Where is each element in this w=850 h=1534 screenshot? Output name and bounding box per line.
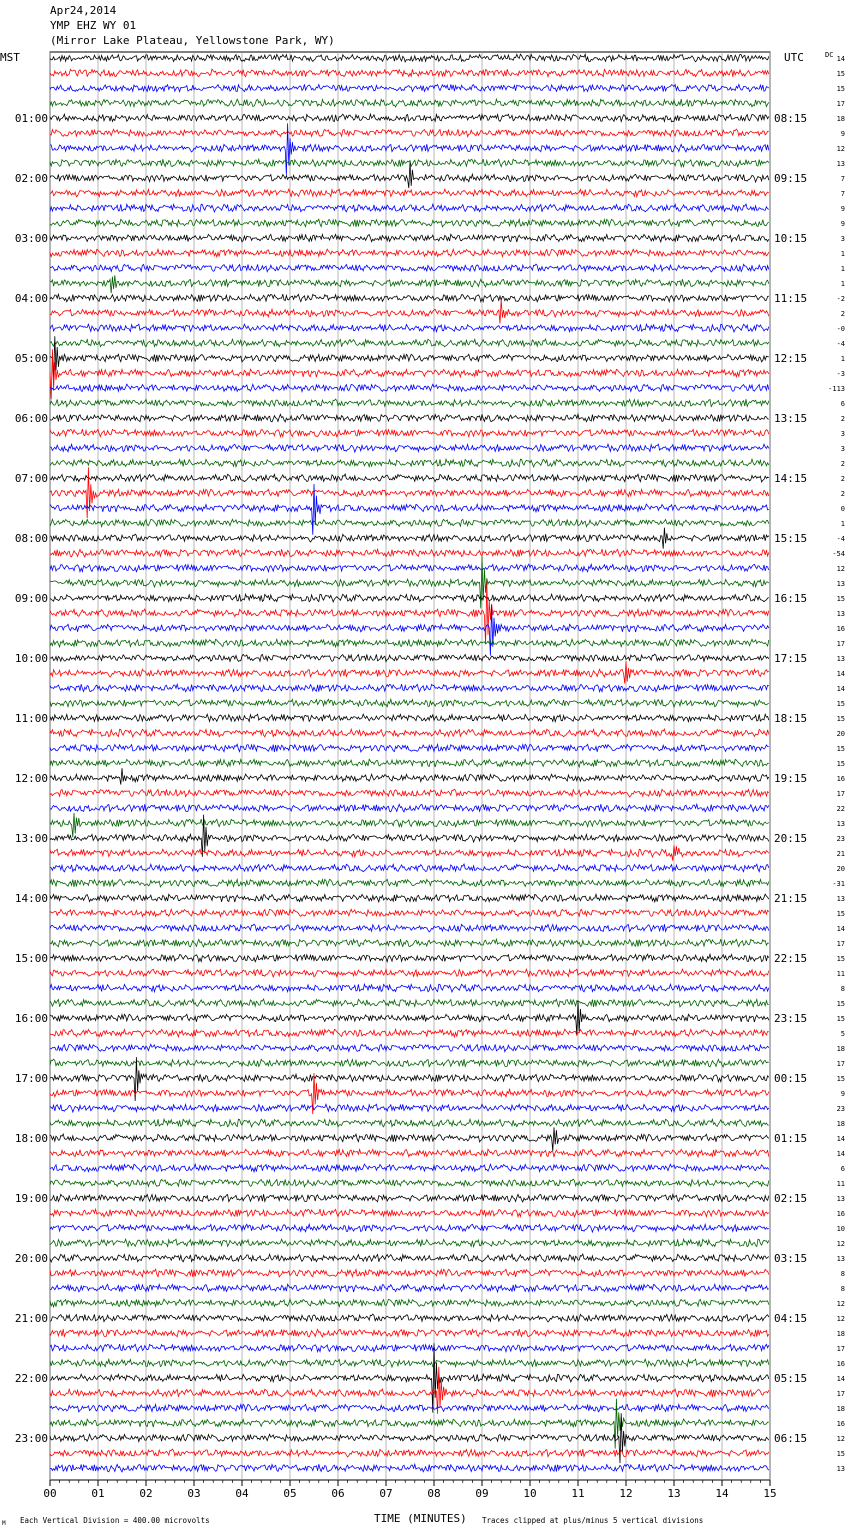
seismic-trace xyxy=(50,1209,769,1217)
dc-offset-label: 23 xyxy=(836,835,845,843)
dc-offset-label: 18 xyxy=(836,1405,845,1413)
mst-hour-label: 13:00 xyxy=(14,832,48,845)
utc-hour-label: 00:15 xyxy=(774,1072,808,1085)
dc-offset-label: 15 xyxy=(836,85,845,93)
dc-offset-label: 13 xyxy=(836,1255,845,1263)
seismic-trace xyxy=(50,729,769,737)
seismic-trace xyxy=(50,582,769,645)
seismic-trace xyxy=(50,1343,769,1412)
seismic-trace xyxy=(50,414,769,422)
seismic-trace xyxy=(50,1464,769,1472)
clip-note: Traces clipped at plus/minus 5 vertical divisions xyxy=(482,1516,704,1525)
mst-hour-label: 04:00 xyxy=(14,292,48,305)
seismic-trace xyxy=(50,1344,769,1352)
seismic-trace xyxy=(50,1404,769,1412)
utc-hour-label: 13:15 xyxy=(774,412,808,425)
dc-offset-label: 2 xyxy=(840,490,845,498)
seismic-trace xyxy=(50,299,769,323)
dc-offset-label: 3 xyxy=(840,430,845,438)
seismic-trace xyxy=(50,1179,769,1187)
dc-offset-label: -3 xyxy=(836,370,845,378)
seismic-trace xyxy=(50,219,769,227)
seismic-trace xyxy=(50,1119,769,1127)
seismic-trace xyxy=(50,894,769,902)
dc-offset-label: 15 xyxy=(836,1015,845,1023)
seismic-trace xyxy=(50,339,769,347)
dc-offset-label: 5 xyxy=(840,1030,845,1038)
x-tick-label: 12 xyxy=(619,1487,633,1500)
dc-offset-label: 15 xyxy=(836,955,845,963)
x-tick-label: 03 xyxy=(187,1487,201,1500)
dc-offset-label: 1 xyxy=(840,265,845,273)
utc-hour-label: 11:15 xyxy=(774,292,808,305)
dc-offset-label: 6 xyxy=(840,1165,845,1173)
seismic-trace xyxy=(50,69,769,77)
utc-hour-label: 20:15 xyxy=(774,832,808,845)
seismic-trace xyxy=(50,99,769,107)
dc-offset-label: 2 xyxy=(840,475,845,483)
mst-hour-label: 10:00 xyxy=(14,652,48,665)
dc-offset-label: 14 xyxy=(836,670,845,678)
dc-offset-label: 14 xyxy=(836,55,845,63)
dc-offset-label: 0 xyxy=(840,505,845,513)
dc-offset-label: 15 xyxy=(836,70,845,78)
seismic-trace xyxy=(50,1029,769,1037)
dc-offset-label: 13 xyxy=(836,1195,845,1203)
dc-offset-label: -54 xyxy=(832,550,845,558)
dc-offset-label: 18 xyxy=(836,115,845,123)
seismic-trace xyxy=(50,909,769,916)
x-tick-label: 10 xyxy=(523,1487,537,1500)
dc-offset-label: 1 xyxy=(840,520,845,528)
utc-hour-label: 08:15 xyxy=(774,112,808,125)
dc-offset-label: -31 xyxy=(832,880,845,888)
seismic-trace xyxy=(50,564,769,571)
dc-offset-label: 13 xyxy=(836,610,845,618)
dc-offset-label: 13 xyxy=(836,895,845,903)
dc-offset-label: -0 xyxy=(836,325,845,333)
mst-hour-label: 11:00 xyxy=(14,712,48,725)
dc-offset-label: 23 xyxy=(836,1105,845,1113)
dc-offset-label: 13 xyxy=(836,580,845,588)
dc-offset-label: 15 xyxy=(836,1075,845,1083)
dc-offset-label: 18 xyxy=(836,1045,845,1053)
dc-offset-label: 13 xyxy=(836,820,845,828)
dc-offset-label: 21 xyxy=(836,850,845,858)
seismic-trace xyxy=(50,768,769,785)
dc-offset-label: 3 xyxy=(840,445,845,453)
utc-hour-label: 01:15 xyxy=(774,1132,808,1145)
x-tick-label: 00 xyxy=(43,1487,57,1500)
dc-offset-label: 14 xyxy=(836,925,845,933)
utc-hour-label: 03:15 xyxy=(774,1252,808,1265)
mst-hour-label: 22:00 xyxy=(14,1372,48,1385)
mst-hour-label: 21:00 xyxy=(14,1312,48,1325)
dc-offset-label: 10 xyxy=(836,1225,845,1233)
dc-offset-label: 7 xyxy=(840,175,845,183)
dc-offset-label: 15 xyxy=(836,1450,845,1458)
seismic-trace xyxy=(50,1269,769,1277)
seismic-trace xyxy=(50,1104,769,1112)
dc-offset-label: 7 xyxy=(840,190,845,198)
dc-offset-label: 12 xyxy=(836,145,845,153)
seismic-trace xyxy=(50,129,769,137)
seismic-trace xyxy=(50,264,769,272)
dc-offset-label: 9 xyxy=(840,130,845,138)
seismic-trace xyxy=(50,594,769,602)
utc-hour-label: 17:15 xyxy=(774,652,808,665)
x-axis-title: TIME (MINUTES) xyxy=(374,1512,467,1525)
dc-offset-label: 14 xyxy=(836,685,845,693)
x-tick-label: 15 xyxy=(763,1487,777,1500)
seismic-trace xyxy=(50,789,769,797)
seismic-trace xyxy=(50,1314,769,1322)
seismic-trace xyxy=(50,984,769,992)
dc-offset-label: 17 xyxy=(836,940,845,948)
utc-hour-label: 21:15 xyxy=(774,892,808,905)
dc-offset-label: 15 xyxy=(836,595,845,603)
utc-hour-label: 23:15 xyxy=(774,1012,808,1025)
dc-offset-label: 15 xyxy=(836,745,845,753)
x-tick-label: 02 xyxy=(139,1487,153,1500)
utc-hour-label: 14:15 xyxy=(774,472,808,485)
seismic-trace xyxy=(50,204,769,212)
x-tick-label: 05 xyxy=(283,1487,297,1500)
x-tick-label: 08 xyxy=(427,1487,441,1500)
seismic-trace xyxy=(50,399,769,407)
dc-offset-label: 8 xyxy=(840,1285,845,1293)
dc-offset-label: -113 xyxy=(828,385,845,393)
dc-offset-label: 13 xyxy=(836,160,845,168)
seismic-trace xyxy=(50,1127,769,1151)
seismic-trace xyxy=(50,804,769,812)
dc-offset-label: 9 xyxy=(840,1090,845,1098)
seismic-trace xyxy=(50,1359,769,1367)
utc-hour-label: 06:15 xyxy=(774,1432,808,1445)
dc-offset-label: 15 xyxy=(836,1000,845,1008)
seismic-trace xyxy=(50,1329,769,1337)
dc-offset-label: -4 xyxy=(836,535,845,543)
seismic-trace xyxy=(50,484,769,535)
seismic-trace xyxy=(50,384,769,392)
x-tick-label: 01 xyxy=(91,1487,105,1500)
corner-mark: M xyxy=(2,1520,6,1527)
mst-hour-label: 20:00 xyxy=(14,1252,48,1265)
x-tick-label: 07 xyxy=(379,1487,393,1500)
mst-hour-label: 03:00 xyxy=(14,232,48,245)
mst-axis-label: MST xyxy=(0,51,20,64)
dc-offset-label: 16 xyxy=(836,1210,845,1218)
utc-hour-label: 16:15 xyxy=(774,592,808,605)
utc-hour-label: 09:15 xyxy=(774,172,808,185)
seismic-trace xyxy=(50,744,769,752)
dc-offset-label: 2 xyxy=(840,460,845,468)
mst-hour-label: 05:00 xyxy=(14,352,48,365)
mst-hour-label: 01:00 xyxy=(14,112,48,125)
x-tick-label: 04 xyxy=(235,1487,249,1500)
dc-offset-label: 13 xyxy=(836,655,845,663)
dc-offset-label: 9 xyxy=(840,220,845,228)
seismic-trace xyxy=(50,954,769,961)
utc-hour-label: 19:15 xyxy=(774,772,808,785)
seismic-trace xyxy=(50,249,769,257)
dc-offset-label: 13 xyxy=(836,1465,845,1473)
seismic-trace xyxy=(50,924,769,932)
seismic-trace xyxy=(50,1254,769,1262)
dc-offset-label: 12 xyxy=(836,565,845,573)
seismic-trace xyxy=(50,549,769,557)
seismic-trace xyxy=(50,1000,769,1035)
utc-hour-label: 22:15 xyxy=(774,952,808,965)
dc-offset-label: 11 xyxy=(836,970,845,978)
seismic-trace xyxy=(50,114,769,122)
seismic-trace xyxy=(50,759,769,767)
dc-offset-label: -4 xyxy=(836,340,845,348)
dc-offset-label: 18 xyxy=(836,1120,845,1128)
seismic-trace xyxy=(50,519,769,526)
dc-offset-label: 15 xyxy=(836,910,845,918)
seismic-trace xyxy=(50,999,769,1007)
dc-offset-label: 17 xyxy=(836,640,845,648)
dc-offset-label: 15 xyxy=(836,760,845,768)
mst-hour-label: 14:00 xyxy=(14,892,48,905)
header-date: Apr24,2014 xyxy=(50,4,117,17)
dc-offset-label: 20 xyxy=(836,865,845,873)
seismic-trace xyxy=(50,1044,769,1051)
seismic-trace xyxy=(50,1194,769,1202)
utc-axis-label: UTC xyxy=(784,51,804,64)
seismic-trace xyxy=(50,1284,769,1292)
seismic-trace xyxy=(50,845,769,860)
dc-offset-label: 1 xyxy=(840,280,845,288)
seismic-trace xyxy=(50,714,769,722)
dc-offset-label: 17 xyxy=(836,790,845,798)
seismic-trace xyxy=(50,1164,769,1172)
seismic-trace xyxy=(50,1149,769,1157)
dc-offset-label: 22 xyxy=(836,805,845,813)
dc-offset-label: 8 xyxy=(840,985,845,993)
dc-offset-label: 9 xyxy=(840,205,845,213)
utc-hour-label: 12:15 xyxy=(774,352,808,365)
seismic-trace xyxy=(50,474,769,482)
header-location: (Mirror Lake Plateau, Yellowstone Park, WY) xyxy=(50,34,335,47)
mst-hour-label: 15:00 xyxy=(14,952,48,965)
seismic-trace xyxy=(50,661,769,683)
x-tick-label: 11 xyxy=(571,1487,585,1500)
seismic-trace xyxy=(50,54,769,62)
seismic-trace xyxy=(50,1059,769,1067)
dc-offset-label: 18 xyxy=(836,1330,845,1338)
dc-offset-label: 1 xyxy=(840,355,845,363)
seismic-trace xyxy=(50,879,769,887)
dc-offset-label: 11 xyxy=(836,1180,845,1188)
x-tick-label: 06 xyxy=(331,1487,345,1500)
seismic-trace xyxy=(50,162,769,188)
dc-offset-label: 17 xyxy=(836,100,845,108)
dc-offset-label: 17 xyxy=(836,1060,845,1068)
seismic-trace xyxy=(50,294,769,302)
utc-hour-label: 15:15 xyxy=(774,532,808,545)
dc-offset-label: 14 xyxy=(836,1150,845,1158)
seismic-trace xyxy=(50,813,769,837)
dc-offset-label: 14 xyxy=(836,1375,845,1383)
utc-hour-label: 05:15 xyxy=(774,1372,808,1385)
seismic-trace xyxy=(50,159,769,167)
seismic-trace xyxy=(50,864,769,872)
dc-offset-label: 12 xyxy=(836,1300,845,1308)
dc-offset-label: 16 xyxy=(836,1420,845,1428)
seismic-trace xyxy=(50,654,769,662)
mst-hour-label: 19:00 xyxy=(14,1192,48,1205)
header-station: YMP EHZ WY 01 xyxy=(50,19,137,32)
dc-offset-label: 16 xyxy=(836,775,845,783)
dc-offset-label: 15 xyxy=(836,700,845,708)
dc-offset-label: 6 xyxy=(840,400,845,408)
dc-offset-label: 12 xyxy=(836,1315,845,1323)
dc-offset-label: 2 xyxy=(840,310,845,318)
dc-offset-label: -2 xyxy=(836,295,845,303)
mst-hour-label: 07:00 xyxy=(14,472,48,485)
dc-offset-label: 17 xyxy=(836,1390,845,1398)
x-tick-label: 13 xyxy=(667,1487,681,1500)
dc-offset-label: 16 xyxy=(836,625,845,633)
utc-hour-label: 18:15 xyxy=(774,712,808,725)
dc-offset-label: 15 xyxy=(836,715,845,723)
seismic-trace xyxy=(50,528,769,549)
dc-offset-label: 12 xyxy=(836,1240,845,1248)
scale-note: Each Vertical Division = 400.00 microvolts xyxy=(20,1516,210,1525)
dc-offset-label: 20 xyxy=(836,730,845,738)
mst-hour-label: 08:00 xyxy=(14,532,48,545)
dc-offset-label: 14 xyxy=(836,1135,845,1143)
mst-hour-label: 09:00 xyxy=(14,592,48,605)
x-tick-label: 14 xyxy=(715,1487,729,1500)
seismic-trace xyxy=(50,459,769,467)
seismic-trace xyxy=(50,429,769,437)
dc-offset-label: 8 xyxy=(840,1270,845,1278)
seismic-trace xyxy=(50,639,769,647)
seismic-trace xyxy=(50,1239,769,1247)
dc-offset-label: 17 xyxy=(836,1345,845,1353)
dc-offset-label: 3 xyxy=(840,235,845,243)
dc-offset-label: 16 xyxy=(836,1360,845,1368)
dc-offset-label: 1 xyxy=(840,250,845,258)
seismic-trace xyxy=(50,1224,769,1232)
seismic-trace xyxy=(50,234,769,242)
seismic-traces xyxy=(50,54,769,1472)
seismic-trace xyxy=(50,189,769,197)
mst-hour-label: 12:00 xyxy=(14,772,48,785)
seismic-trace xyxy=(50,1449,769,1457)
x-tick-label: 09 xyxy=(475,1487,489,1500)
seismic-trace xyxy=(50,444,769,452)
seismic-trace xyxy=(50,324,769,332)
dc-offset-label: 2 xyxy=(840,415,845,423)
utc-hour-label: 02:15 xyxy=(774,1192,808,1205)
utc-hour-label: 10:15 xyxy=(774,232,808,245)
mst-hour-label: 06:00 xyxy=(14,412,48,425)
dc-offset-label: 12 xyxy=(836,1435,845,1443)
mst-hour-label: 16:00 xyxy=(14,1012,48,1025)
seismic-trace xyxy=(50,684,769,692)
seismic-trace xyxy=(50,275,769,293)
utc-hour-label: 04:15 xyxy=(774,1312,808,1325)
seismic-trace xyxy=(50,969,769,977)
mst-hour-label: 23:00 xyxy=(14,1432,48,1445)
mst-hour-label: 18:00 xyxy=(14,1132,48,1145)
seismic-trace xyxy=(50,1299,769,1307)
seismic-trace xyxy=(50,939,769,947)
dc-label: DC xyxy=(825,51,834,59)
seismic-trace xyxy=(50,699,769,707)
mst-hour-label: 02:00 xyxy=(14,172,48,185)
mst-hour-label: 17:00 xyxy=(14,1072,48,1085)
seismic-trace xyxy=(50,84,769,91)
